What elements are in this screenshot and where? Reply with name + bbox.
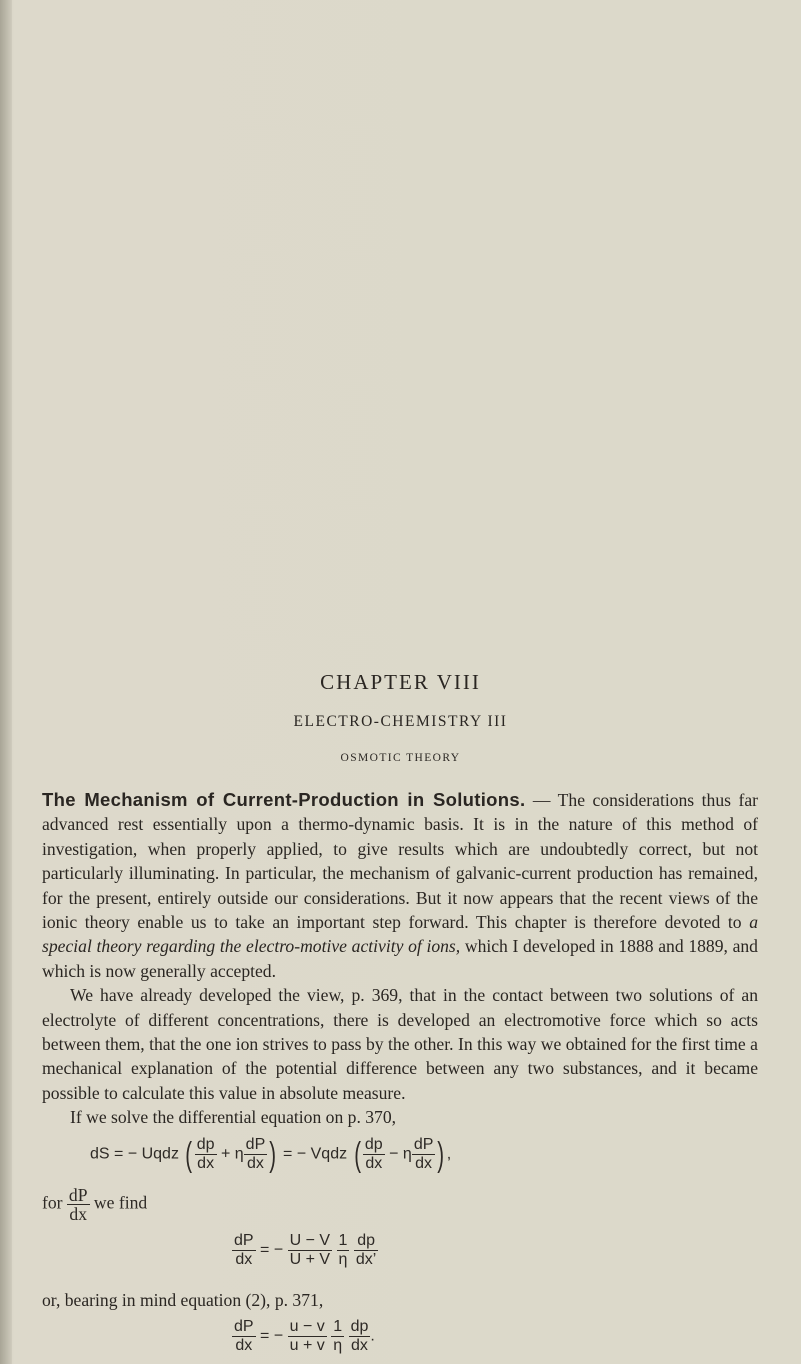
- eq3-rhs-frac: $\frac{dp}{dx}$: [350, 1318, 369, 1354]
- body-text: [42, 788, 758, 1130]
- paragraph-1-italic: a special theory regarding the electro-motive activity of ions,: [42, 912, 758, 957]
- eq3-lhs-frac: $\frac{dP}{dx}$: [234, 1318, 254, 1354]
- eq3-equals: = −: [260, 1327, 284, 1345]
- we-find-text: we find: [93, 1192, 148, 1213]
- eq1-lhs: dS =: [90, 1145, 124, 1163]
- paragraph-3: If we solve the differential equation on p. 370,: [70, 1107, 397, 1128]
- paragraph-1-end: which I developed in 1888 and 1889, and which is now generally accepted.: [42, 936, 758, 981]
- section-heading: The Mechanism of Current-Production in Solutions.: [42, 789, 526, 810]
- paragraph-4: or, bearing in mind equation (2), p. 371,: [42, 1290, 324, 1310]
- paragraph-1: [42, 788, 758, 983]
- for-frac: $\frac{dP}{dx}$: [68, 1185, 88, 1224]
- eq1-plus: + η: [220, 1145, 244, 1163]
- paragraph-1-text: considerations thus far advanced rest essentially upon a thermo-dynamic basis. It is in the nature of this method of investigation, when properly applied, to give results which are undoubtedly correct, but not particularly illuminating. In particular, the mechanism of galvanic-current production has remained, for the present, entirely outside our considerations. But it now appears that the recent views of the ionic theory enable us to take an important step forward. This chapter is therefore devoted to: [42, 790, 758, 933]
- eq2-lhs-frac: $\frac{dP}{dx}$: [234, 1232, 254, 1268]
- eq2-equals: = −: [260, 1241, 284, 1259]
- section-title: OSMOTIC THEORY: [340, 752, 461, 764]
- heading-dash: — The: [525, 790, 586, 810]
- eq2-mid-frac: $\frac{U - V}{U + V}$: [289, 1232, 331, 1268]
- eq2-rhs-frac: $\frac{dp}{dx’}$: [355, 1232, 377, 1268]
- equation-2: [232, 1232, 378, 1269]
- paragraph-2: We have already developed the view, p. 369, that in the contact between two solutions of an electrolyte of different concentrations, there is developed an electromotive force which so acts between them, that the one ion strives to pass by the other. In this way we obtained for the first time a mechanical explanation of the potential difference between any two substances, and it became possible to calculate this value in absolute measure.: [42, 985, 758, 1103]
- equation-3: $\frac{dP}{dx}$ = − $\frac{u - v}{u + v}$ $\frac{1}{\eta}$ $\frac{dp}{dx}$ .: [234, 1318, 375, 1354]
- chapter-title: CHAPTER VIII: [320, 670, 481, 694]
- eq2-eta-frac: $\frac{1}{\eta}$: [338, 1232, 348, 1268]
- eq1-frac3: $\frac{dp}{dx}$: [364, 1136, 383, 1172]
- eq1-equals: =: [283, 1145, 293, 1163]
- for-line: [42, 1186, 147, 1223]
- eq3-mid-frac: $\frac{u - v}{u + v}$: [289, 1318, 325, 1354]
- eq1-term2: − Vqdz: [296, 1145, 348, 1163]
- eq1-frac2: $\frac{dP}{dx}$: [245, 1136, 266, 1172]
- for-text: for: [42, 1192, 63, 1213]
- eq3-eta-frac: $\frac{1}{\eta}$: [333, 1318, 343, 1354]
- eq1-minus: − η: [389, 1145, 412, 1163]
- eq1-frac4: $\frac{dP}{dx}$: [413, 1136, 434, 1172]
- part-title: ELECTRO-CHEMISTRY III: [293, 713, 508, 730]
- eq1-frac1: $\frac{dp}{dx}$: [196, 1136, 215, 1172]
- eq1-term1: − Uqdz: [127, 1145, 179, 1163]
- equation-1: dS = − Uqdz ( $\frac{dp}{dx}$ + η $\frac{dP}{dx}$ ) = − Vqdz ( $\frac{dp}{dx}$ − η $\frac{dP}{dx}$ ) ,: [90, 1135, 452, 1174]
